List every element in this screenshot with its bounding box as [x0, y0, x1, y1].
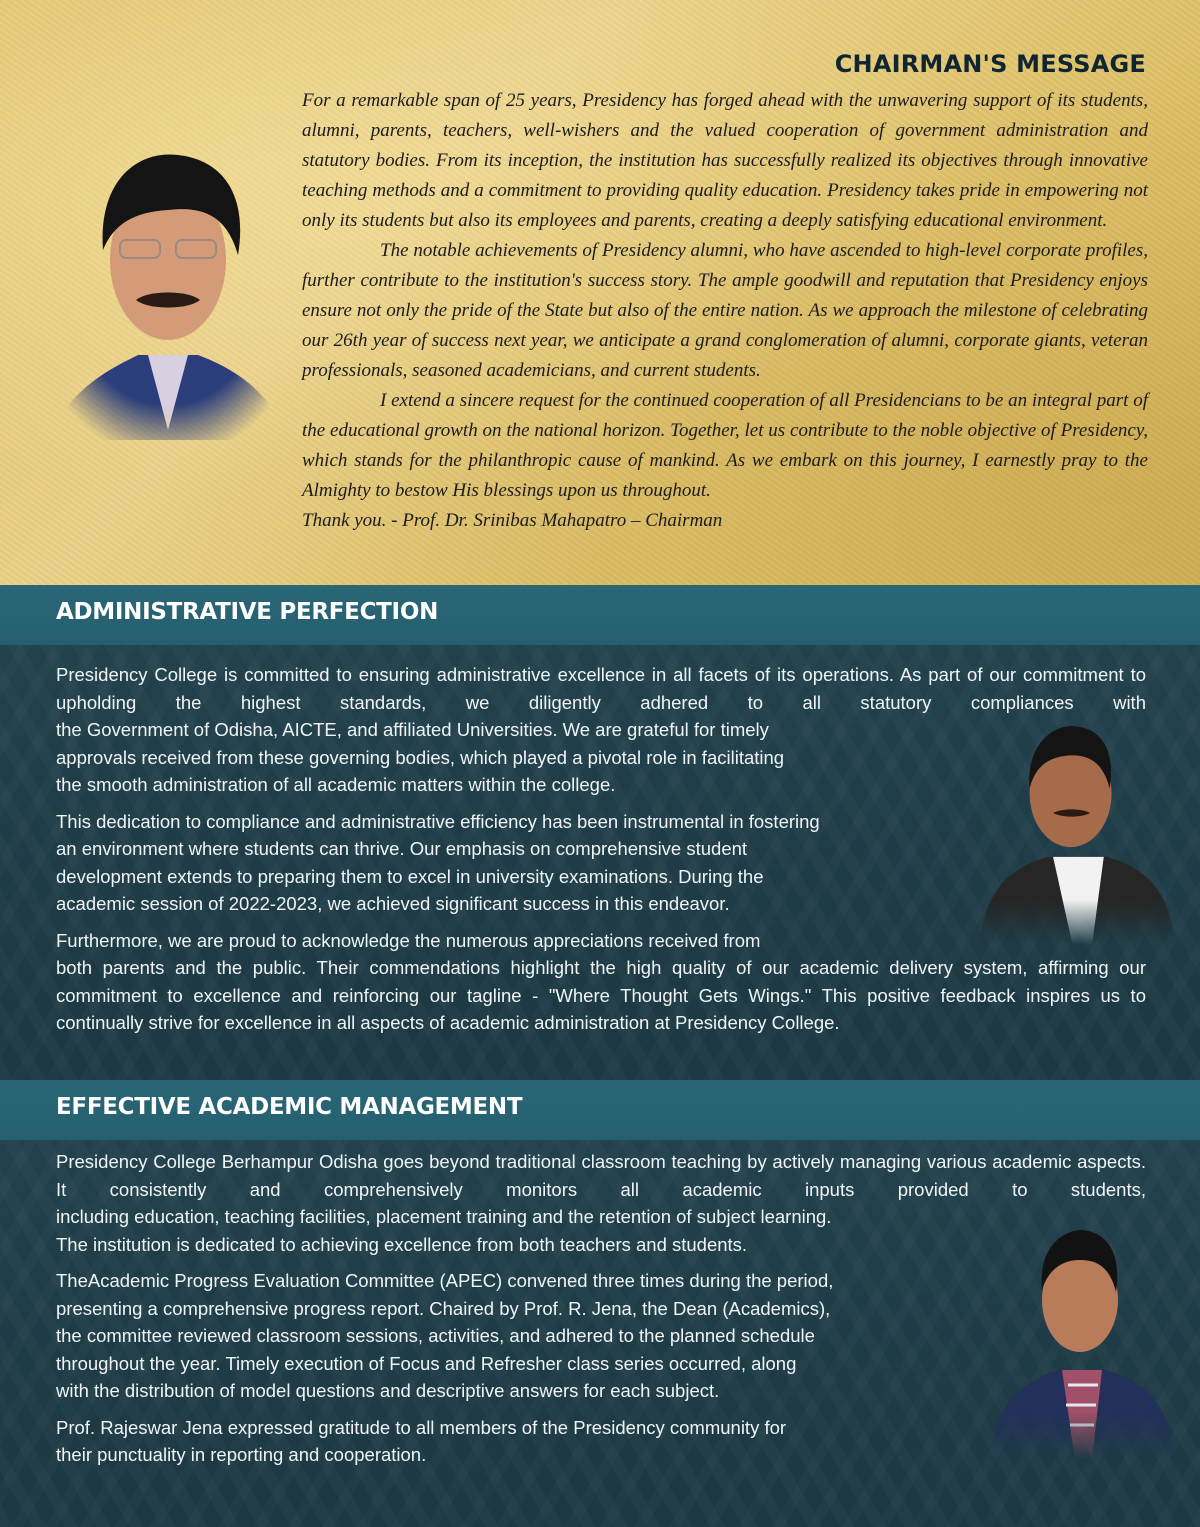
text-line: academic session of 2022-2023, we achieved significant success in this endeavor.	[56, 893, 730, 914]
text-line: Prof. Rajeswar Jena expressed gratitude to all members of the Presidency community for	[56, 1416, 787, 1438]
chairman-portrait-photo	[48, 140, 288, 445]
chairman-paragraph: The notable achievements of Presidency alumni, who have ascended to high-level corporate profiles, further contribute to the institution's success story. The ample goodwill and reputation that Presidency enjoys ensure not only the pride of the State but also of the entire nation. As we approach the milestone of celebrating our 26th year of success next year, we anticipate a grand conglomeration of alumni, corporate giants, veteran professionals, seasoned academicians, and current students.	[302, 240, 1148, 381]
effective-academic-management-body	[56, 1148, 1146, 1478]
text-line: the committee reviewed classroom sessions, activities, and adhered to the planned schedule	[56, 1325, 815, 1346]
text-line: throughout the year. Timely execution of Focus and Refresher class series occurred, along	[56, 1352, 797, 1374]
chairman-message-section	[0, 0, 1200, 585]
chairman-message-title: CHAIRMAN'S MESSAGE	[834, 50, 1146, 78]
text-line: with the distribution of model questions and descriptive answers for each subject.	[56, 1380, 720, 1401]
text-line: including education, teaching facilities, placement training and the retention of subject learning.	[56, 1206, 832, 1227]
text-line: both parents and the public. Their commendations highlight the high quality of our academic delivery system, affirming our commitment to excellence and reinforcing our tagline - "Where Thought Gets Wings." This positive feedback inspires us to continually strive for excellence in all aspects of academic administration at Presidency College.	[56, 957, 1146, 1033]
effective-academic-management-title: EFFECTIVE ACADEMIC MANAGEMENT	[56, 1094, 523, 1120]
text-line: The institution is dedicated to achieving excellence from both teachers and students.	[56, 1233, 748, 1255]
text-line: Furthermore, we are proud to acknowledge the numerous appreciations received from	[56, 929, 761, 951]
text-line: approvals received from these governing bodies, which played a pivotal role in facilitating	[56, 746, 785, 768]
text-line: the smooth administration of all academic matters within the college.	[56, 774, 616, 795]
text-line: This dedication to compliance and administrative efficiency has been instrumental in fostering	[56, 810, 820, 832]
text-line: presenting a comprehensive progress report. Chaired by Prof. R. Jena, the Dean (Academics),	[56, 1297, 831, 1319]
effective-academic-management-section	[0, 1080, 1200, 1527]
text-line: Presidency College Berhampur Odisha goes beyond traditional classroom teaching by actively managing various academic aspects. It consistently and comprehensively monitors all academic inputs provided to students,	[56, 1151, 1146, 1200]
admin-paragraph-1	[56, 661, 1146, 799]
section-header-band	[0, 1080, 1200, 1140]
administrative-perfection-title: ADMINISTRATIVE PERFECTION	[56, 599, 439, 625]
chairman-paragraph: For a remarkable span of 25 years, Presidency has forged ahead with the unwavering support of its students, alumni, parents, teachers, well-wishers and the valued cooperation of government administration and statutory bodies. From its inception, the institution has successfully realized its objectives through innovative teaching methods and a commitment to providing quality education. Presidency takes pride in empowering not only its students but also its employees and parents, creating a deeply satisfying educational environment.	[302, 90, 1148, 231]
academic-paragraph-2	[56, 1267, 1146, 1405]
administrative-perfection-section	[0, 585, 1200, 1080]
text-line: the Government of Odisha, AICTE, and affiliated Universities. We are grateful for timely	[56, 719, 769, 740]
academic-paragraph-1	[56, 1148, 1146, 1258]
text-line: TheAcademic Progress Evaluation Committee (APEC) convened three times during the period,	[56, 1270, 834, 1291]
administrative-perfection-body	[56, 661, 1146, 1046]
admin-paragraph-2	[56, 808, 1146, 918]
text-line: Presidency College is committed to ensuring administrative excellence in all facets of its operations. As part of our commitment to upholding the highest standards, we diligently adhered to all statutory compliances with	[56, 664, 1146, 713]
text-line: development extends to preparing them to excel in university examinations. During the	[56, 865, 764, 887]
academic-paragraph-3	[56, 1414, 1146, 1469]
chairman-signature: Thank you. - Prof. Dr. Srinibas Mahapatro – Chairman	[302, 510, 723, 531]
chairman-paragraph: I extend a sincere request for the continued cooperation of all Presidencians to be an integral part of the educational growth on the national horizon. Together, let us contribute to the noble objective of Presidency, which stands for the philanthropic cause of mankind. As we embark on this journey, I earnestly pray to the Almighty to bestow His blessings upon us throughout.	[302, 390, 1148, 501]
text-line: their punctuality in reporting and cooperation.	[56, 1444, 427, 1465]
chairman-message-body	[302, 86, 1148, 536]
section-header-band	[0, 585, 1200, 645]
admin-paragraph-3	[56, 927, 1146, 1037]
text-line: an environment where students can thrive. Our emphasis on comprehensive student	[56, 838, 748, 859]
